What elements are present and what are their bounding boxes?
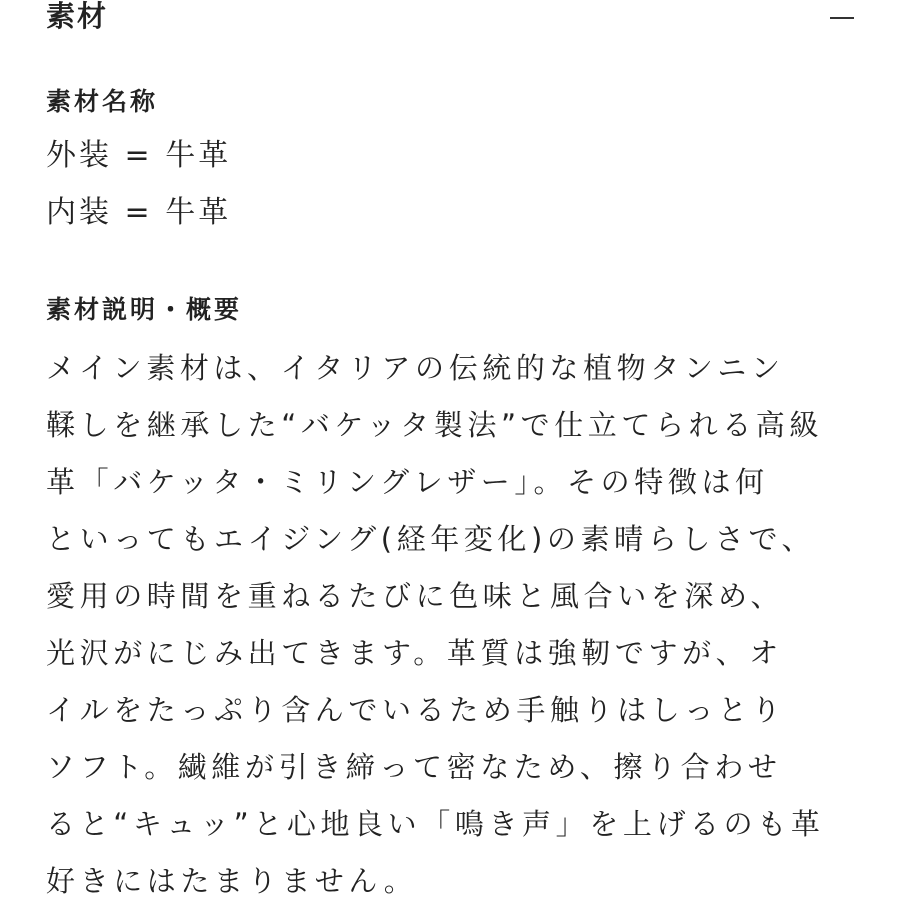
material-name-heading: 素材名称 (46, 87, 159, 116)
description-line: 好きにはたまりません。 (46, 864, 418, 898)
description-line: といってもエイジング(経年変化)の素晴らしさで、 (46, 522, 816, 556)
description-line: 鞣しを継承した“バケッタ製法”で仕立てられる高級 (46, 408, 823, 442)
section-title: 素材 (46, 0, 109, 33)
section-header[interactable] (0, 0, 900, 42)
minus-icon[interactable] (828, 6, 856, 32)
description-line: 愛用の時間を重ねるたびに色味と風合いを深め、 (46, 579, 785, 613)
description-line: 光沢がにじみ出てきます。革質は強靭ですが、オ (46, 636, 783, 670)
description-line: 革「バケッタ・ミリングレザー」。その特徴は何 (46, 465, 769, 499)
material-line-interior: 内装 = 牛革 (46, 195, 232, 230)
material-description-heading: 素材説明・概要 (46, 295, 243, 324)
material-line-exterior: 外装 = 牛革 (46, 138, 232, 173)
description-line: ソフト。繊維が引き締って密なため、擦り合わせ (46, 750, 782, 784)
description-line: ると“キュッ”と心地良い「鳴き声」を上げるのも革 (46, 807, 825, 841)
description-line: イルをたっぷり含んでいるため手触りはしっとり (46, 693, 786, 727)
description-line: メイン素材は、イタリアの伝統的な植物タンニン (46, 351, 785, 385)
material-description-body (46, 340, 866, 900)
